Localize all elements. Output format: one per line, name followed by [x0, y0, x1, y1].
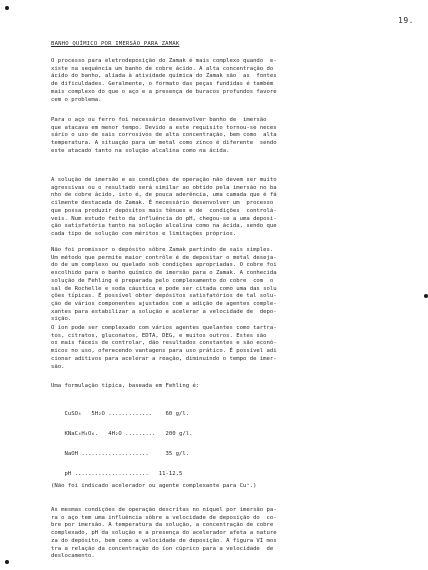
formulation-note: (Não foi indicado acelerador ou agente complexante para Cu⁺.)	[51, 483, 257, 489]
paragraph-4: Não foi promissor o depósito sôbre Zamak partindo de sais simples. Um método que permite maior contrôle é de depositar o metal deseja- do de um complexo ou quelado sob condições apropriadas. O cobre foi escolhido para o banho químico de imersão para o Zamak. A conhecida solução de Fehling é preparada pelo complexamento do cobre com o sal de Rochelle e soda cáustica e pode ser citada como uma das solu ções típicas. É possível obter depósitos satisfatórios de tal solu- ção de vários componentes ajustados com a adição de agentes comple- xantes para estabilizar a solução e acelerar a velocidade de depo- sição.	[51, 247, 277, 323]
binder-hole-mark-right	[424, 294, 428, 298]
formulation-row-2	[51, 425, 192, 443]
section-title: BANHO QUÍMICO POR IMERSÃO PARA ZAMAK	[51, 41, 180, 47]
paragraph-6: As mesmas condições de operação descritas no níquel por imersão pa- ra o aço tem uma influência sôbre a velocidade de deposição do co- bre por imersão. A temperatura da solução, a concentração de cobre complexado, pH da solução e a presença do acelerador afeta a nature za do depósito, bem como a velocidade de deposição. A figura VI mos tra a relação da concentração do íon cúprico para a velocidade de deslocamento.	[51, 507, 277, 560]
formulation-row-3	[51, 445, 189, 463]
reagent-amount: 11-12,5	[148, 471, 183, 477]
page-number: 19.	[398, 16, 414, 25]
paragraph-5: O íon pode ser complexado com vários agentes quelantes como tartra- tos, citratos, gluconatos, EDTA, DEG, e muitos outros. Estes são os mais fáceis de controlar, dão resultados constantes e são econô- micos no uso, oferecendo vantagens para uso prático. É possível adi cionar aditivos para acelerar a reação, diminuindo o tempo de imer- são.	[51, 325, 277, 370]
formulation-row-1	[51, 405, 189, 423]
binder-hole-mark-bottom	[5, 560, 9, 564]
reagent-name: NaOH	[64, 451, 82, 457]
reagent-dots: .............	[108, 411, 153, 417]
reagent-dots: ....................	[81, 451, 149, 457]
binder-hole-mark-top	[5, 6, 9, 10]
reagent-name: pH	[64, 471, 75, 477]
reagent-amount: 35 g/l.	[148, 451, 190, 457]
reagent-amount: 200 g/l.	[155, 431, 193, 437]
paragraph-1: O processo para eletrodeposição do Zamak é mais complexo quando e- xiste na sequência um banho de cobre ácido. A alta concentração do ácido do banho, aliada à atividade química do Zamak são as fontes de dificuldades. Geralmente, o formato das peças fundidas é também mais complexo do que o aço e a presença de buracos profundos favore cem o problema.	[51, 58, 277, 103]
reagent-name: KNaC₄H₄O₆. 4H₂O	[64, 431, 126, 437]
reagent-dots: ......................	[74, 471, 149, 477]
formulation-row-4	[51, 465, 182, 483]
reagent-name: CuSO₄ 5H₂O	[64, 411, 109, 417]
paragraph-2: Para o aço ou ferro foi necessário desenvolver banho de imersão que atacava em menor tempo. Devido a este requisito tornou-se neces sário o uso de sais corrosivos de alta concentração, bem como alta temperatura. A situação para um metal como zinco é diferente sendo este atacado tanto na solução alcalina como na ácida.	[51, 117, 277, 154]
reagent-amount: 60 g/l.	[152, 411, 190, 417]
paragraph-3: A solução de imersão e as condições de operação não devem ser muito agressivas ou o resultado será similar ao obtido pela imersão no ba nho de cobre ácido, isto é, de pouca aderência, uma camada que é fá cilmente destacada do Zamak. É necessário desenvolver um processo que possa produzir depósitos mais tênues e de condições controlá- veis. Num estudo feito da influência do pH, chegou-se a uma deposi- ção satisfatória tanto na solução alcalina como na ácida, sendo que cada tipo de solução com méritos e limitações próprios.	[51, 177, 277, 237]
formulation-heading: Uma formulação típica, baseada em Fehling é:	[51, 383, 200, 389]
reagent-dots: .........	[125, 431, 156, 437]
